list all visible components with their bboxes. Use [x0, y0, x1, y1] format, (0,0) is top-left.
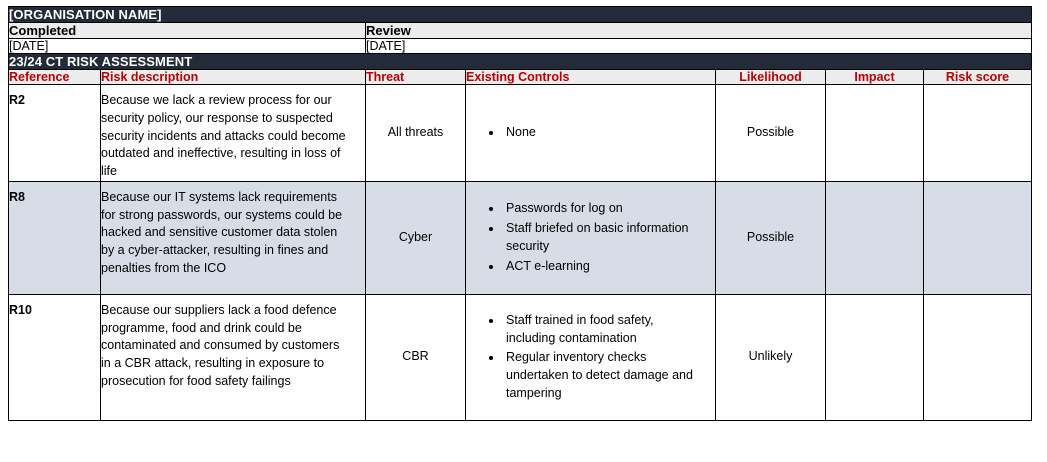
list-item: ACT e-learning — [506, 258, 715, 276]
cell-reference: R2 — [9, 85, 101, 182]
cell-threat: All threats — [366, 85, 466, 182]
cell-existing-controls — [466, 294, 716, 420]
section-title-row — [9, 54, 1032, 70]
cell-reference: R10 — [9, 294, 101, 420]
column-header-risk-description: Risk description — [101, 70, 366, 85]
section-title: 23/24 CT RISK ASSESSMENT — [9, 54, 1032, 70]
review-label: Review — [366, 23, 1032, 39]
meta-value-row — [9, 39, 1032, 54]
cell-risk-description: Because our suppliers lack a food defence programme, food and drink could be contaminated and consumed by customers in a CBR attack, resulting in exposure to prosecution for food safety failings — [101, 294, 366, 420]
cell-threat: Cyber — [366, 181, 466, 294]
cell-risk-score[interactable] — [924, 294, 1032, 420]
cell-impact[interactable] — [826, 85, 924, 182]
column-header-reference: Reference — [9, 70, 101, 85]
cell-risk-description: Because our IT systems lack requirements for strong passwords, our systems could be hacked and sensitive customer data stolen by a cyber-attacker, resulting in fines and penalties from the ICO — [101, 181, 366, 294]
cell-likelihood: Possible — [716, 181, 826, 294]
review-date-value[interactable]: [DATE] — [366, 39, 1032, 54]
meta-label-row — [9, 23, 1032, 39]
table-row — [9, 181, 1032, 294]
organisation-banner-row — [9, 7, 1032, 23]
cell-existing-controls — [466, 181, 716, 294]
list-item: Staff trained in food safety, including contamination — [506, 312, 715, 348]
column-header-likelihood: Likelihood — [716, 70, 826, 85]
list-item: Passwords for log on — [506, 200, 715, 218]
cell-impact[interactable] — [826, 181, 924, 294]
cell-risk-score[interactable] — [924, 85, 1032, 182]
cell-threat: CBR — [366, 294, 466, 420]
cell-impact[interactable] — [826, 294, 924, 420]
existing-controls-list — [470, 124, 715, 142]
list-item: Staff briefed on basic information security — [506, 220, 715, 256]
organisation-name-banner: [ORGANISATION NAME] — [9, 7, 1032, 23]
existing-controls-list — [470, 200, 715, 275]
cell-reference: R8 — [9, 181, 101, 294]
cell-existing-controls — [466, 85, 716, 182]
table-row — [9, 85, 1032, 182]
table-row — [9, 294, 1032, 420]
existing-controls-list — [470, 312, 715, 403]
list-item: Regular inventory checks undertaken to detect damage and tampering — [506, 349, 715, 402]
list-item: None — [506, 124, 715, 142]
column-header-impact: Impact — [826, 70, 924, 85]
column-header-existing-controls: Existing Controls — [466, 70, 716, 85]
completed-label: Completed — [9, 23, 366, 39]
column-header-threat: Threat — [366, 70, 466, 85]
cell-likelihood: Possible — [716, 85, 826, 182]
table-header-row — [9, 70, 1032, 85]
cell-risk-description: Because we lack a review process for our security policy, our response to suspected security incidents and attacks could become outdated and ineffective, resulting in loss of life — [101, 85, 366, 182]
cell-likelihood: Unlikely — [716, 294, 826, 420]
column-header-risk-score: Risk score — [924, 70, 1032, 85]
completed-date-value[interactable]: [DATE] — [9, 39, 366, 54]
risk-assessment-table — [8, 6, 1032, 421]
cell-risk-score[interactable] — [924, 181, 1032, 294]
